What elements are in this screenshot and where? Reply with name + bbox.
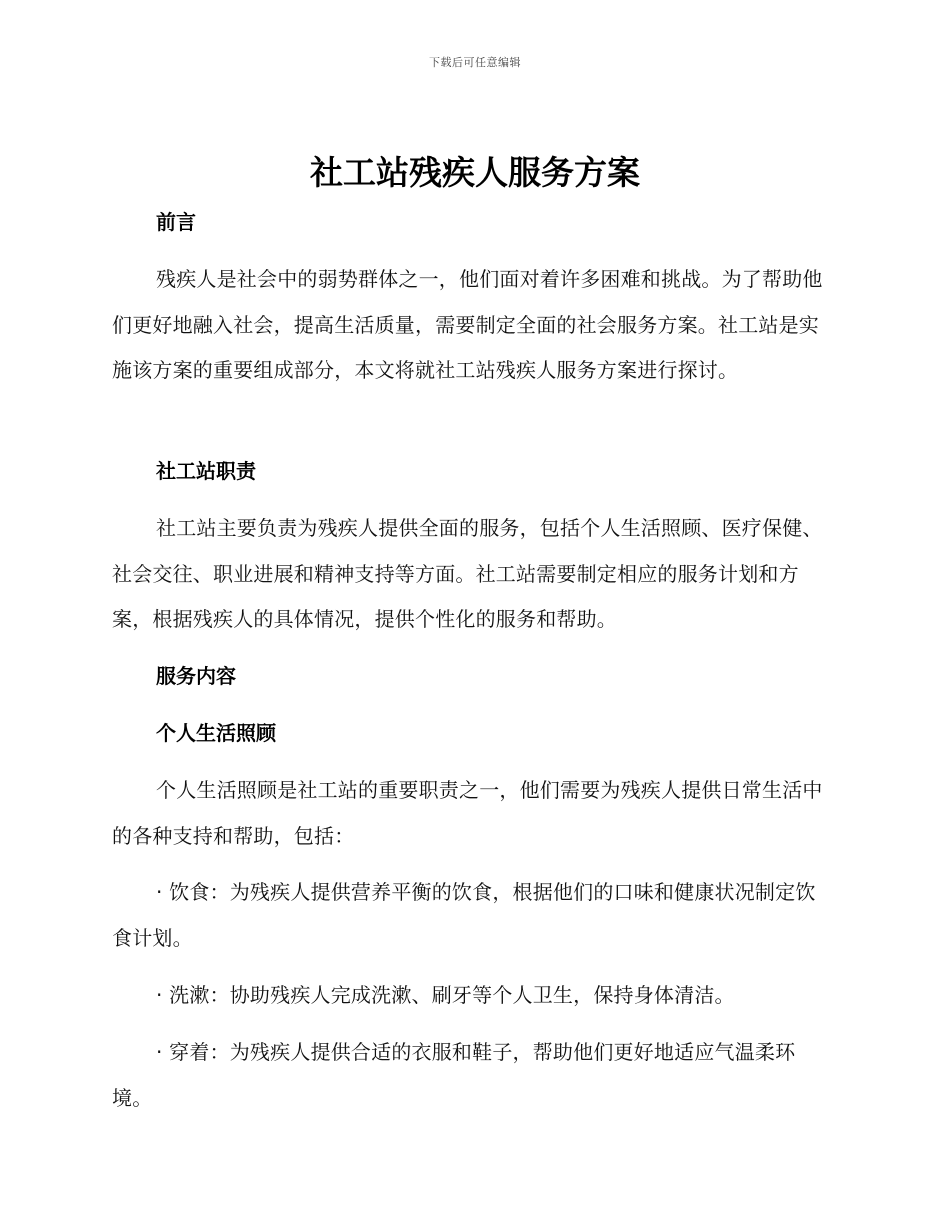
document-title: 社工站残疾人服务方案 (310, 153, 640, 192)
paragraph-personal-care: 个人生活照顾是社工站的重要职责之一，他们需要为残疾人提供日常生活中的各种支持和帮助，包括： (112, 778, 823, 848)
heading-service: 服务内容 (156, 664, 236, 688)
list-item-wash: · 洗漱：协助残疾人完成洗漱、刷牙等个人卫生，保持身体清洁。 (156, 983, 735, 1007)
heading-personal-care: 个人生活照顾 (156, 721, 276, 745)
paragraph-preface: 残疾人是社会中的弱势群体之一，他们面对着许多困难和挑战。为了帮助他们更好地融入社会，提高生活质量，需要制定全面的社会服务方案。社工站是实施该方案的重要组成部分，本文将就社工站残疾人服务方案进行探讨。 (112, 267, 823, 382)
list-item-dress: · 穿着：为残疾人提供合适的衣服和鞋子，帮助他们更好地适应气温柔环境。 (112, 1040, 796, 1110)
heading-preface: 前言 (156, 210, 196, 234)
heading-duty: 社工站职责 (156, 459, 256, 483)
paragraph-duty: 社工站主要负责为残疾人提供全面的服务，包括个人生活照顾、医疗保健、社会交往、职业进展和精神支持等方面。社工站需要制定相应的服务计划和方案，根据残疾人的具体情况，提供个性化的服务和帮助。 (112, 516, 823, 631)
list-item-diet: · 饮食：为残疾人提供营养平衡的饮食，根据他们的口味和健康状况制定饮食计划。 (112, 880, 816, 950)
header-note: 下载后可任意编辑 (429, 56, 521, 69)
